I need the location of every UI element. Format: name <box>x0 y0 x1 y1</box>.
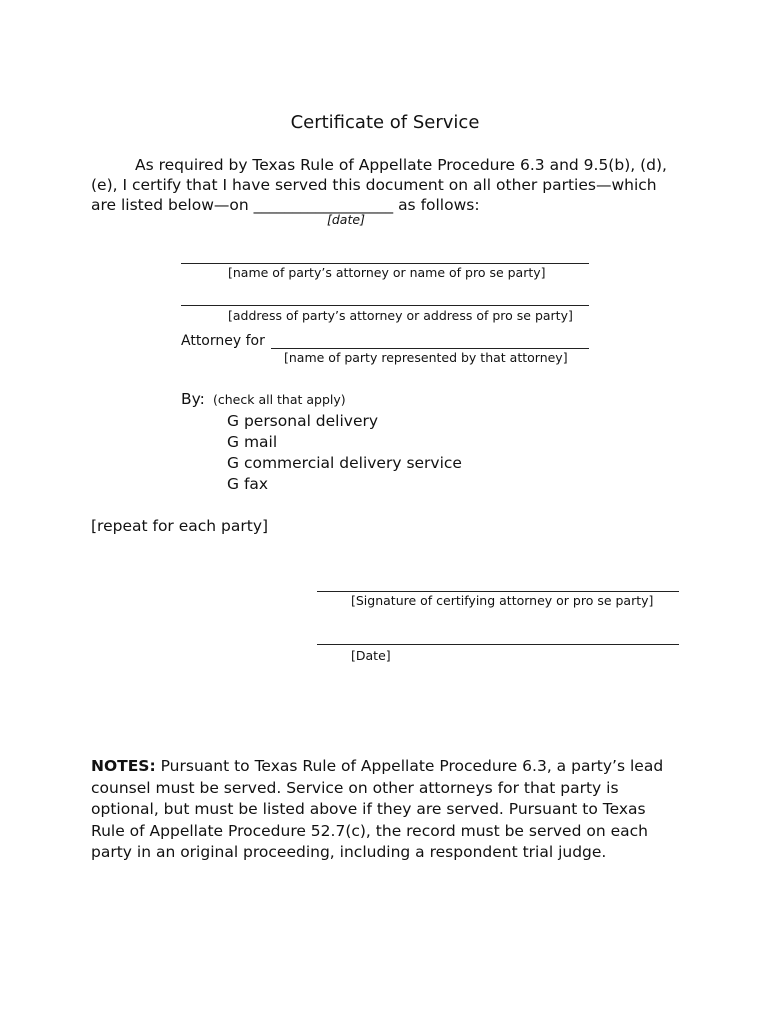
notes-label: NOTES: <box>91 757 156 775</box>
option-mail: G mail <box>227 433 278 451</box>
date-hint: [date] <box>327 212 365 227</box>
date-line <box>317 644 679 645</box>
notes-text: Pursuant to Texas Rule of Appellate Procedure 6.3, a party’s lead counsel must be served. Service on other attorneys for that party is optional, but must be listed above if they are served. Pursuant to Texas Rule of Appellate Procedure 52.7(c), the record must be served on each party in an original proceeding, including a respondent trial judge. <box>91 757 664 861</box>
repeat-note: [repeat for each party] <box>91 517 269 535</box>
intro-line-2: (e), I certify that I have served this document on all other parties—which <box>91 176 657 194</box>
party-name-line <box>181 263 589 264</box>
by-label: By: <box>181 390 205 408</box>
party-name-hint: [name of party’s attorney or name of pro se party] <box>228 265 546 280</box>
by-note: (check all that apply) <box>213 392 346 407</box>
intro-line-3: are listed below—on __________________ as follows: <box>91 196 480 214</box>
party-address-hint: [address of party’s attorney or address of pro se party] <box>228 308 573 323</box>
option-commercial-delivery: G commercial delivery service <box>227 454 462 472</box>
page-title: Certificate of Service <box>290 112 480 133</box>
intro-line-1: As required by Texas Rule of Appellate Procedure 6.3 and 9.5(b), (d), <box>135 156 667 174</box>
attorney-for-label: Attorney for <box>181 333 265 349</box>
option-personal-delivery: G personal delivery <box>227 412 379 430</box>
represented-party-hint: [name of party represented by that attorney] <box>284 350 568 365</box>
party-address-line <box>181 305 589 306</box>
signature-date-hint: [Date] <box>351 648 391 663</box>
notes-paragraph <box>91 756 681 864</box>
signature-hint: [Signature of certifying attorney or pro se party] <box>351 593 654 608</box>
attorney-for-line <box>271 348 589 349</box>
option-fax: G fax <box>227 475 269 493</box>
signature-line <box>317 591 679 592</box>
